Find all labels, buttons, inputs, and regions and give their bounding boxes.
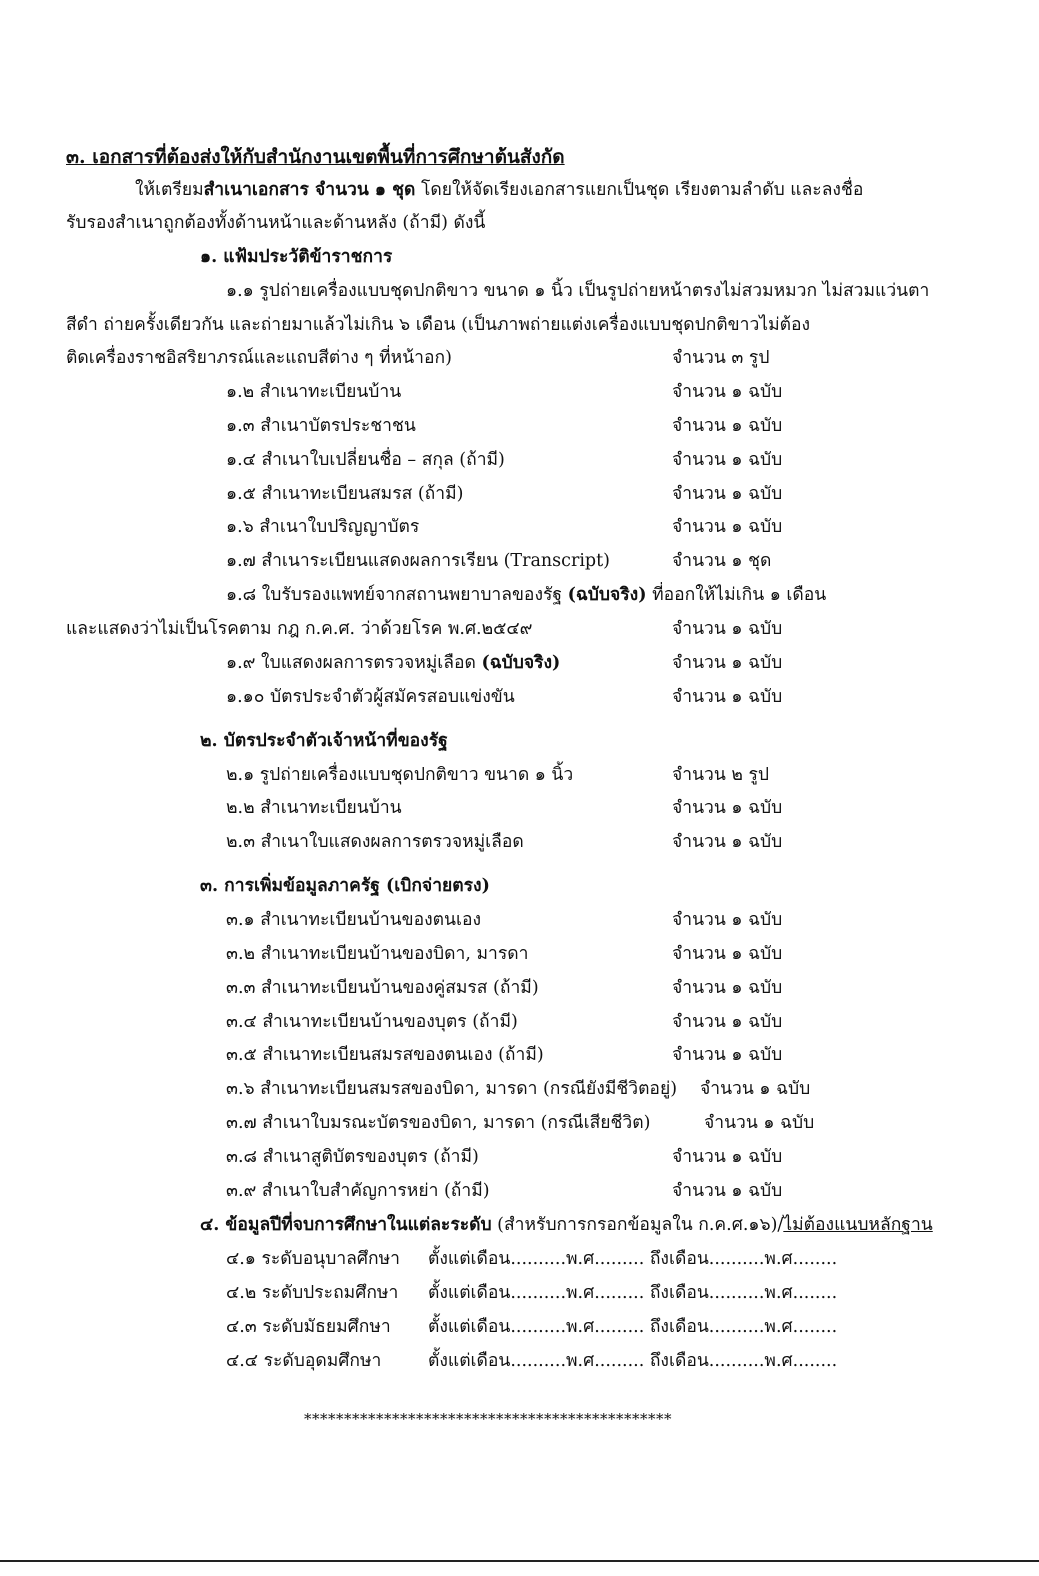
footer-separator: **********************************************	[304, 1410, 672, 1428]
s1-item-5: ๑.๕ สำเนาทะเบียนสมรส (ถ้ามี)	[226, 484, 464, 504]
s1-item-4-amount: จำนวน ๑ ฉบับ	[672, 450, 783, 470]
s3-item-5: ๓.๕ สำเนาทะเบียนสมรสของตนเอง (ถ้ามี)	[226, 1045, 544, 1065]
s3-item-6: ๓.๖ สำเนาทะเบียนสมรสของบิดา, มารดา (กรณียังมีชีวิตอยู่)	[226, 1079, 678, 1099]
s4-row-2-label: ๔.๒ ระดับประถมศึกษา	[226, 1283, 399, 1303]
s3-item-5-amount: จำนวน ๑ ฉบับ	[672, 1045, 783, 1065]
s1-item-1-line-1: ๑.๑ รูปถ่ายเครื่องแบบชุดปกติขาว ขนาด ๑ นิ้ว เป็นรูปถ่ายหน้าตรงไม่สวมหมวก ไม่สวมแว่นตา	[226, 281, 930, 301]
s3-item-1-amount: จำนวน ๑ ฉบับ	[672, 910, 783, 930]
s1-item-3: ๑.๓ สำเนาบัตรประชาชน	[226, 416, 416, 436]
s3-item-2: ๓.๒ สำเนาทะเบียนบ้านของบิดา, มารดา	[226, 944, 529, 964]
s3-item-8: ๓.๘ สำเนาสูติบัตรของบุตร (ถ้ามี)	[226, 1147, 479, 1167]
s1-item-6-amount: จำนวน ๑ ฉบับ	[672, 517, 783, 537]
s4-row-2-range: ตั้งแต่เดือน..........พ.ศ......... ถึงเดือน..........พ.ศ........	[428, 1283, 838, 1303]
intro-line-1: ให้เตรียมสำเนาเอกสาร จำนวน ๑ ชุด โดยให้จัดเรียงเอกสารแยกเป็นชุด เรียงตามลำดับ และลงชื่อ	[135, 180, 864, 200]
s2-item-3-amount: จำนวน ๑ ฉบับ	[672, 832, 783, 852]
s3-item-9-amount: จำนวน ๑ ฉบับ	[672, 1181, 783, 1201]
s2-item-3: ๒.๓ สำเนาใบแสดงผลการตรวจหมู่เลือด	[226, 832, 524, 852]
s1-item-9-amount: จำนวน ๑ ฉบับ	[672, 653, 783, 673]
s1-item-8-line-1: ๑.๘ ใบรับรองแพทย์จากสถานพยาบาลของรัฐ (ฉบับจริง) ที่ออกให้ไม่เกิน ๑ เดือน	[226, 585, 827, 605]
s1-item-4: ๑.๔ สำเนาใบเปลี่ยนชื่อ – สกุล (ถ้ามี)	[226, 450, 505, 470]
s3-title: ๓. การเพิ่มข้อมูลภาครัฐ (เบิกจ่ายตรง)	[200, 876, 490, 896]
s1-item-10: ๑.๑๐ บัตรประจำตัวผู้สมัครสอบแข่งขัน	[226, 687, 515, 707]
s1-item-2-amount: จำนวน ๑ ฉบับ	[672, 382, 783, 402]
s2-item-1-amount: จำนวน ๒ รูป	[672, 765, 770, 785]
s1-item-5-amount: จำนวน ๑ ฉบับ	[672, 484, 783, 504]
s2-item-2: ๒.๒ สำเนาทะเบียนบ้าน	[226, 798, 402, 818]
s3-item-3-amount: จำนวน ๑ ฉบับ	[672, 978, 783, 998]
bottom-rule	[0, 1560, 1039, 1562]
s1-item-1-line-3: ติดเครื่องราชอิสริยาภรณ์และแถบสีต่าง ๆ ที่หน้าอก)	[66, 348, 452, 368]
s1-item-1-line-2: สีดำ ถ่ายครั้งเดียวกัน และถ่ายมาแล้วไม่เกิน ๖ เดือน (เป็นภาพถ่ายแต่งเครื่องแบบชุดปกติขาวไม่ต้อง	[66, 315, 811, 335]
s4-row-3-label: ๔.๓ ระดับมัธยมศึกษา	[226, 1317, 391, 1337]
s3-item-8-amount: จำนวน ๑ ฉบับ	[672, 1147, 783, 1167]
s1-item-8-line-2: และแสดงว่าไม่เป็นโรคตาม กฎ ก.ค.ศ. ว่าด้วยโรค พ.ศ.๒๕๔๙	[66, 619, 533, 639]
s1-item-2: ๑.๒ สำเนาทะเบียนบ้าน	[226, 382, 402, 402]
s4-row-4-range: ตั้งแต่เดือน..........พ.ศ......... ถึงเดือน..........พ.ศ........	[428, 1351, 838, 1371]
intro-line-2: รับรองสำเนาถูกต้องทั้งด้านหน้าและด้านหลัง (ถ้ามี) ดังนี้	[66, 213, 486, 233]
s3-item-4-amount: จำนวน ๑ ฉบับ	[672, 1012, 783, 1032]
s1-item-10-amount: จำนวน ๑ ฉบับ	[672, 687, 783, 707]
s1-item-3-amount: จำนวน ๑ ฉบับ	[672, 416, 783, 436]
s4-row-1-label: ๔.๑ ระดับอนุบาลศึกษา	[226, 1249, 400, 1269]
s1-title: ๑. แฟ้มประวัติข้าราชการ	[200, 247, 393, 267]
s3-item-7-amount: จำนวน ๑ ฉบับ	[704, 1113, 815, 1133]
s4-title: ๔. ข้อมูลปีที่จบการศึกษาในแต่ละระดับ (สำหรับการกรอกข้อมูลใน ก.ค.ศ.๑๖)/ไม่ต้องแนบหลักฐาน	[200, 1215, 933, 1235]
s2-item-1: ๒.๑ รูปถ่ายเครื่องแบบชุดปกติขาว ขนาด ๑ นิ้ว	[226, 765, 574, 785]
s1-item-9: ๑.๙ ใบแสดงผลการตรวจหมู่เลือด (ฉบับจริง)	[226, 653, 561, 673]
s2-item-2-amount: จำนวน ๑ ฉบับ	[672, 798, 783, 818]
s3-item-7: ๓.๗ สำเนาใบมรณะบัตรของบิดา, มารดา (กรณีเสียชีวิต)	[226, 1113, 651, 1133]
s3-item-2-amount: จำนวน ๑ ฉบับ	[672, 944, 783, 964]
s3-item-3: ๓.๓ สำเนาทะเบียนบ้านของคู่สมรส (ถ้ามี)	[226, 978, 539, 998]
s1-item-6: ๑.๖ สำเนาใบปริญญาบัตร	[226, 517, 420, 537]
s3-item-9: ๓.๙ สำเนาใบสำคัญการหย่า (ถ้ามี)	[226, 1181, 490, 1201]
s1-item-8-amount: จำนวน ๑ ฉบับ	[672, 619, 783, 639]
s4-row-3-range: ตั้งแต่เดือน..........พ.ศ......... ถึงเดือน..........พ.ศ........	[428, 1317, 838, 1337]
s3-item-4: ๓.๔ สำเนาทะเบียนบ้านของบุตร (ถ้ามี)	[226, 1012, 518, 1032]
s3-item-6-amount: จำนวน ๑ ฉบับ	[700, 1079, 811, 1099]
s2-title: ๒. บัตรประจำตัวเจ้าหน้าที่ของรัฐ	[200, 731, 448, 751]
s4-row-1-range: ตั้งแต่เดือน..........พ.ศ......... ถึงเดือน..........พ.ศ........	[428, 1249, 838, 1269]
section-heading: ๓. เอกสารที่ต้องส่งให้กับสำนักงานเขตพื้นที่การศึกษาต้นสังกัด	[66, 146, 565, 168]
s4-row-4-label: ๔.๔ ระดับอุดมศึกษา	[226, 1351, 382, 1371]
s1-item-1-amount: จำนวน ๓ รูป	[672, 348, 770, 368]
s3-item-1: ๓.๑ สำเนาทะเบียนบ้านของตนเอง	[226, 910, 481, 930]
s1-item-7: ๑.๗ สำเนาระเบียนแสดงผลการเรียน (Transcript)	[226, 551, 610, 571]
s1-item-7-amount: จำนวน ๑ ชุด	[672, 551, 772, 571]
